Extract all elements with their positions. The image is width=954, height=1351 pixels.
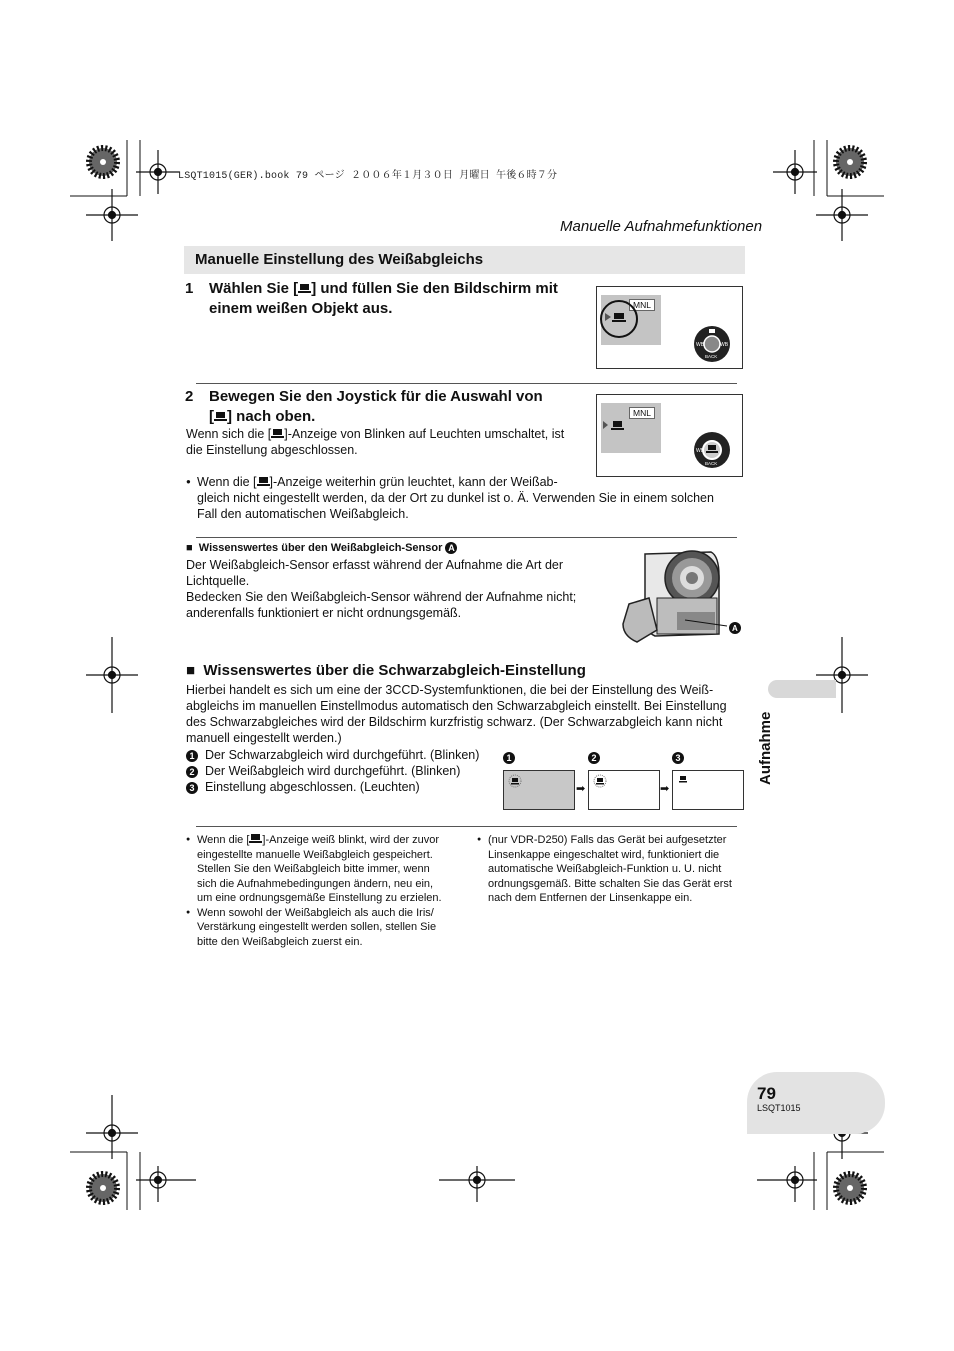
note1-line4: sich die Aufnahmebedingungen ändern, neu ein, (197, 877, 434, 890)
step2-text-b: ] nach oben. (227, 408, 316, 425)
state-panels (503, 752, 743, 812)
note1-line3: Stellen Sie den Weißabgleich bitte immer, wenn (197, 863, 430, 875)
black-line2: abgleichs im manuellen Einstellmodus automatisch den Schwarzabgleich einstellt. Bei Einstellung (186, 699, 727, 713)
arrow-icon: ➡ (660, 783, 670, 795)
white-balance-icon (214, 411, 227, 422)
divider (196, 537, 737, 538)
page-number: 79 (757, 1084, 776, 1103)
list-item-text: Der Weißabgleich wird durchgeführt. (Blinken) (204, 764, 461, 778)
panel-black (503, 770, 575, 810)
step2-note-line3: Fall den automatischen Weißabgleich. (197, 507, 409, 521)
joystick-up-icon (693, 431, 731, 469)
chapter-tab (768, 680, 836, 698)
marker-a-icon: A (445, 542, 457, 554)
step2-number: 2 (185, 388, 194, 405)
bullet-icon: ● (477, 836, 482, 843)
chapter-label: Aufnahme (757, 711, 774, 785)
note1-line5: um eine ordnungsgemäße Einstellung zu erzielen. (197, 892, 442, 904)
camcorder-illustration (615, 546, 747, 650)
back-label: BACK (705, 461, 718, 466)
bullet-icon: ● (186, 836, 191, 843)
section-title: Manuelle Einstellung des Weißabgleichs (195, 251, 484, 268)
divider (196, 383, 737, 384)
svg-text:WB: WB (696, 448, 705, 454)
step1-text-a: Wählen Sie [ (209, 280, 299, 297)
step2-note (186, 474, 737, 522)
step2-title (185, 387, 595, 429)
wb-lit-icon (677, 775, 689, 785)
joystick-icon (693, 325, 731, 363)
black-line4: manuell eingestellt werden.) (186, 731, 342, 745)
note1-a: Wenn die [ (197, 834, 250, 846)
panel-num-icon: 2 (588, 752, 600, 764)
step2-illustration (596, 394, 743, 477)
svg-text:BACK: BACK (705, 354, 718, 359)
sensor-line1: Der Weißabgleich-Sensor erfasst während der Aufnahme die Art der (186, 558, 564, 572)
list-item (186, 763, 506, 779)
wb-blink-icon (507, 774, 523, 788)
step2-body (186, 426, 596, 458)
note1-b: ]-Anzeige weiß blinkt, wird der zuvor (262, 834, 440, 846)
wb-highlight-circle-icon (599, 299, 639, 339)
black-heading (186, 662, 586, 679)
panel-num-icon: 1 (503, 752, 515, 764)
step-num-icon: 1 (186, 750, 198, 762)
list-item-text: Der Schwarzabgleich wird durchgeführt. (Blinken) (204, 748, 480, 762)
note1-line2: eingestellte manuelle Weißabgleich gespeichert. (197, 848, 433, 861)
bullet-icon: ● (186, 909, 191, 916)
notes-right (477, 833, 748, 906)
square-bullet-icon: ■ (186, 542, 193, 554)
wb-indicator-icon (603, 419, 627, 431)
sensor-line3: Bedecken Sie den Weißabgleich-Sensor während der Aufnahme nicht; (186, 590, 577, 604)
step2-body-line2: die Einstellung abgeschlossen. (186, 443, 358, 457)
note2-line3: bitte den Weißabgleich zuerst ein. (197, 935, 363, 948)
step2-note-a: Wenn die [ (197, 475, 257, 489)
step2-text-a: [ (209, 408, 214, 425)
sensor-heading-text: Wissenswertes über den Weißabgleich-Sensor (198, 542, 443, 554)
running-head: Manuelle Aufnahmefunktionen (560, 218, 763, 235)
sensor-line4: anderenfalls funktioniert er nicht ordnungsgemäß. (186, 606, 462, 620)
page-code: LSQT1015 (757, 1103, 801, 1113)
print-info-line: LSQT1015(GER).book 79 ページ ２００６年１月３０日 月曜日 午後６時７分 (178, 171, 558, 182)
svg-text:WB: WB (696, 342, 705, 348)
note2-line2: Verstärkung eingestellt werden sollen, stellen Sie (197, 921, 437, 933)
step1-text-line2: einem weißen Objekt aus. (209, 300, 393, 317)
step2-text-line1: Bewegen Sie den Joystick für die Auswahl von (209, 388, 543, 405)
sensor-heading (186, 542, 457, 554)
note-right-line2: Linsenkappe eingeschaltet wird, funktioniert die (488, 848, 720, 861)
black-body (186, 682, 746, 746)
note-right-line1: (nur VDR-D250) Falls das Gerät bei aufgesetzter (488, 834, 727, 846)
svg-text:WB: WB (720, 342, 729, 348)
section-title-bar (184, 246, 745, 274)
step2-body-a: Wenn sich die [ (186, 427, 272, 441)
notes-left (186, 833, 477, 949)
note-right-line3: automatische Weißabgleich-Funktion u. U. nicht (488, 863, 722, 875)
black-heading-text: Wissenswertes über die Schwarzabgleich-Einstellung (203, 662, 586, 679)
black-line1: Hierbei handelt es sich um eine der 3CCD-Systemfunktionen, die bei der Einstellung des Weiß- (186, 683, 714, 697)
white-balance-icon (271, 428, 284, 439)
step-num-icon: 3 (186, 782, 198, 794)
white-balance-icon (298, 283, 311, 294)
list-item (186, 747, 506, 763)
step2-note-b: ]-Anzeige weiterhin grün leuchtet, kann der Weißab- (269, 475, 558, 489)
panel-white (588, 770, 660, 810)
step2-note-line2: gleich nicht eingestellt werden, da der Ort zu dunkel ist o. Ä. Verwenden Sie in einem solchen (197, 491, 714, 505)
step-num-icon: 2 (186, 766, 198, 778)
list-item (186, 779, 506, 795)
sensor-line2: Lichtquelle. (186, 574, 250, 588)
step1-text-b: ] und füllen Sie den Bildschirm mit (311, 280, 558, 297)
note-right-line4: ordnungsgemäß. Bitte schalten Sie das Gerät erst (488, 877, 732, 890)
mnl-label: MNL (629, 407, 655, 419)
panel-done (672, 770, 744, 810)
step1-number: 1 (185, 280, 194, 297)
black-line3: des Schwarzabgleiches wird der Bildschirm kurzfristig schwarz. (Der Schwarzabgleich kann nicht (186, 715, 723, 729)
wb-blink-icon (592, 774, 608, 788)
panel-num-icon: 3 (672, 752, 684, 764)
bullet-icon: ● (186, 477, 191, 486)
divider (196, 826, 737, 827)
square-bullet-icon: ■ (186, 662, 196, 679)
arrow-icon: ➡ (576, 783, 586, 795)
note2-line1: Wenn sowohl der Weißabgleich als auch die Iris/ (197, 906, 434, 919)
mnl-label: MNL (629, 299, 655, 311)
black-steps-list (186, 747, 506, 795)
white-balance-icon (257, 476, 270, 487)
step1-illustration (596, 286, 743, 369)
list-item-text: Einstellung abgeschlossen. (Leuchten) (204, 780, 420, 794)
step1-title (185, 279, 595, 321)
white-balance-icon (249, 833, 262, 844)
note-right-line5: nach dem Entfernen der Linsenkappe ein. (488, 892, 693, 904)
sensor-body (186, 557, 606, 621)
step2-body-b: ]-Anzeige von Blinken auf Leuchten umschaltet, ist (284, 427, 565, 441)
svg-text:A: A (732, 624, 738, 633)
